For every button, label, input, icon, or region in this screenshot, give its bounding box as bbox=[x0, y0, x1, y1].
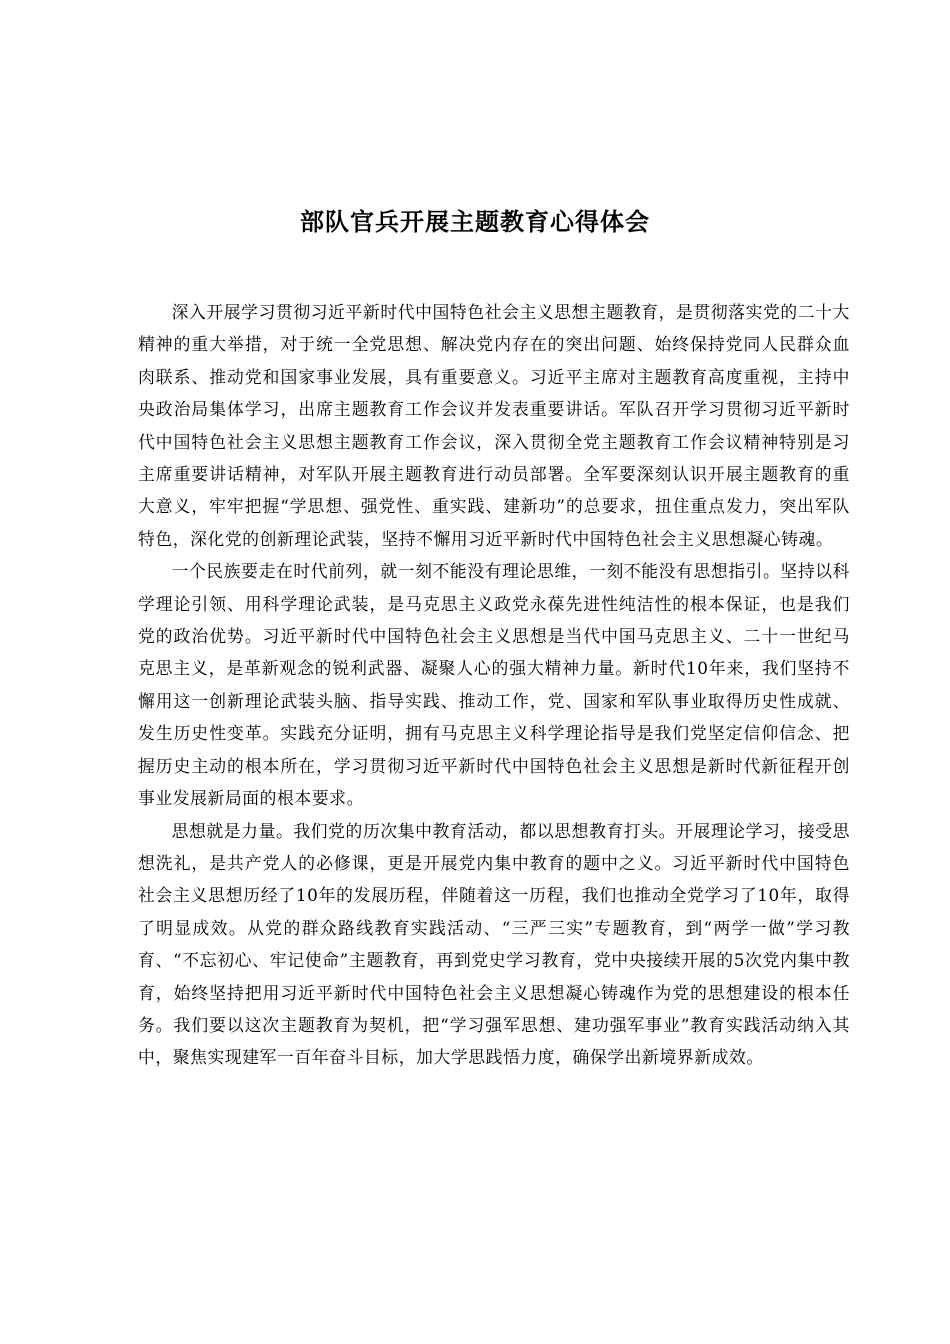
paragraph: 一个民族要走在时代前列，就一刻不能没有理论思维，一刻不能没有思想指引。坚持以科学理论引领、用科学理论武装，是马克思主义政党永葆先进性纯洁性的根本保证，也是我们党的政治优势。习近平新时代中国特色社会主义思想是当代中国马克思主义、二十一世纪马克思主义，是革新观念的锐利武器、凝聚人心的强大精神力量。新时代10年来，我们坚持不懈用这一创新理论武装头脑、指导实践、推动工作，党、国家和军队事业取得历史性成就、发生历史性变革。实践充分证明，拥有马克思主义科学理论指导是我们党坚定信仰信念、把握历史主动的根本所在，学习贯彻习近平新时代中国特色社会主义思想是新时代新征程开创事业发展新局面的根本要求。 bbox=[138, 561, 850, 809]
document-title: 部队官兵开展主题教育心得体会 bbox=[300, 207, 650, 236]
paragraph: 深入开展学习贯彻习近平新时代中国特色社会主义思想主题教育，是贯彻落实党的二十大精神的重大举措，对于统一全党思想、解决党内存在的突出问题、始终保持党同人民群众血肉联系、推动党和国家事业发展，具有重要意义。习近平主席对主题教育高度重视，主持中央政治局集体学习，出席主题教育工作会议并发表重要讲话。军队召开学习贯彻习近平新时代中国特色社会主义思想主题教育工作会议，深入贯彻全党主题教育工作会议精神特别是习主席重要讲话精神，对军队开展主题教育进行动员部署。全军要深刻认识开展主题教育的重大意义，牢牢把握“学思想、强党性、重实践、建新功”的总要求，扭住重点发力，突出军队特色，深化党的创新理论武装，坚持不懈用习近平新时代中国特色社会主义思想凝心铸魂。 bbox=[138, 302, 850, 549]
document-body bbox=[138, 296, 850, 1074]
paragraph: 思想就是力量。我们党的历次集中教育活动，都以思想教育打头。开展理论学习，接受思想洗礼，是共产党人的必修课，更是开展党内集中教育的题中之义。习近平新时代中国特色社会主义思想历经了10年的发展历程，伴随着这一历程，我们也推动全党学习了10年，取得了明显成效。从党的群众路线教育实践活动、“三严三实”专题教育，到“两学一做”学习教育、“不忘初心、牢记使命”主题教育，再到党史学习教育，党中央接续开展的5次党内集中教育，始终坚持把用习近平新时代中国特色社会主义思想凝心铸魂作为党的思想建设的根本任务。我们要以这次主题教育为契机，把“学习强军思想、建功强军事业”教育实践活动纳入其中，聚焦实现建军一百年奋斗目标，加大学思践悟力度，确保学出新境界新成效。 bbox=[138, 820, 850, 1068]
